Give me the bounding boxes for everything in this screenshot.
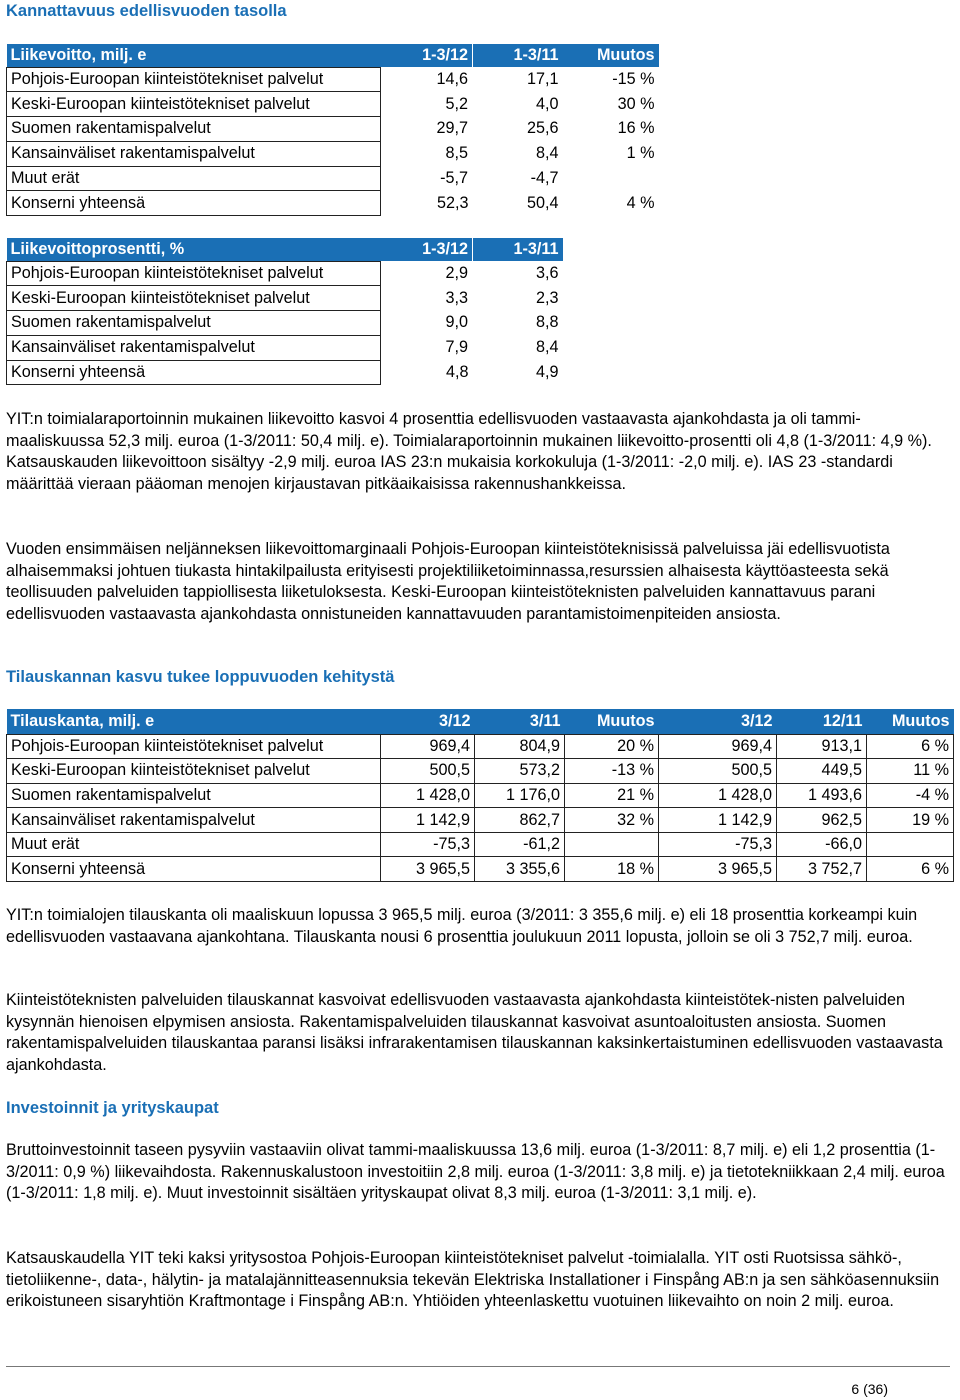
table-row <box>7 191 659 216</box>
order-header-label: Tilauskanta, milj. e <box>7 709 381 734</box>
cell-value: 4 % <box>626 193 655 212</box>
order-table-header <box>7 709 954 734</box>
table-row <box>7 335 563 360</box>
row-label: Kansainväliset rakentamispalvelut <box>7 808 381 833</box>
table-row <box>7 166 659 191</box>
cell-value <box>565 832 659 857</box>
cell-value: -4 % <box>867 783 954 808</box>
cell-value: 50,4 <box>526 193 559 212</box>
cell-value: 8,4 <box>535 338 559 357</box>
cell-value: 969,4 <box>381 734 475 759</box>
cell-value: 16 % <box>617 119 655 138</box>
cell-value: -75,3 <box>381 832 475 857</box>
profit-table-header <box>7 44 659 67</box>
table-row <box>7 92 659 117</box>
cell-value: 573,2 <box>475 759 565 784</box>
profit-table <box>6 44 659 216</box>
cell-value: 4,9 <box>535 363 559 382</box>
cell-value: 17,1 <box>526 69 559 88</box>
cell-value: -4,7 <box>530 169 559 188</box>
paragraph-order-book-summary: YIT:n toimialojen tilauskanta oli maaliskuun lopussa 3 965,5 milj. euroa (3/2011: 3 355,6 milj. e) eli 18 prosenttia korkeampi kuin edellisvuoden vastaavana ajankohtana. Tilauskanta nousi 6 prosenttia joulukuun 2011 lopusta, jolloin se oli 3 752,7 milj. euroa. <box>6 906 918 946</box>
cell-value: 7,9 <box>445 338 468 357</box>
cell-value: 2,3 <box>535 288 559 307</box>
cell-value: 3 752,7 <box>777 857 867 882</box>
cell-value: -15 % <box>612 69 655 88</box>
table-row <box>7 67 659 92</box>
cell-value: 21 % <box>565 783 659 808</box>
cell-value: 1 428,0 <box>659 783 777 808</box>
cell-value: 6 % <box>867 734 954 759</box>
cell-value: 862,7 <box>475 808 565 833</box>
cell-value: -66,0 <box>777 832 867 857</box>
cell-value: 804,9 <box>475 734 565 759</box>
row-label: Konserni yhteensä <box>7 360 381 385</box>
section-heading-order-book: Tilauskannan kasvu tukee loppuvuoden kehitystä <box>6 668 395 686</box>
row-label: Keski-Euroopan kiinteistötekniset palvelut <box>7 759 381 784</box>
cell-value <box>867 832 954 857</box>
cell-value: 1 % <box>626 144 655 163</box>
cell-value: -61,2 <box>475 832 565 857</box>
table-row <box>7 311 563 336</box>
cell-value: 2,9 <box>445 263 468 282</box>
cell-value: 913,1 <box>777 734 867 759</box>
table-row <box>7 360 563 385</box>
cell-value: 20 % <box>565 734 659 759</box>
cell-value: 500,5 <box>381 759 475 784</box>
cell-value: 1 428,0 <box>381 783 475 808</box>
row-label: Keski-Euroopan kiinteistötekniset palvelut <box>7 286 381 311</box>
profit-header-col: 1-3/12 <box>381 44 473 67</box>
paragraph-margin-details: Vuoden ensimmäisen neljänneksen liikevoittomarginaali Pohjois-Euroopan kiinteistöteknisissä palveluissa jäi edellisvuotista alhaisemmaksi johtuen tiukasta hintakilpailusta erityisesti projektiliiketoiminnassa,resurssien alhaisesta käyttöasteesta sekä teollisuuden palveluiden tappiollisesta liiketuloksesta. Keski-Euroopan kiinteistöteknisten palveluiden kannattavuus parani edellisvuoden vastaavasta ajankohdasta onnistuneiden kannattavuuden parantamistoimenpiteiden ansiosta. <box>6 540 890 623</box>
table-row <box>7 832 954 857</box>
order-header-col: 3/12 <box>659 709 777 734</box>
page-number: 6 (36) <box>851 1381 888 1397</box>
order-book-table <box>6 709 954 882</box>
margin-table <box>6 238 563 385</box>
table-row <box>7 857 954 882</box>
cell-value <box>563 166 659 191</box>
row-label: Konserni yhteensä <box>7 857 381 882</box>
cell-value: 19 % <box>867 808 954 833</box>
cell-value: 6 % <box>867 857 954 882</box>
profit-header-col: 1-3/11 <box>473 44 563 67</box>
order-header-col: 3/11 <box>475 709 565 734</box>
section-heading-profitability: Kannattavuus edellisvuoden tasolla <box>6 2 287 20</box>
paragraph-profit-summary: YIT:n toimialaraportoinnin mukainen liikevoitto kasvoi 4 prosenttia edellisvuoden vastaavasta ajankohdasta ja oli tammi-maaliskuussa 52,3 milj. euroa (1-3/2011: 50,4 milj. e). Toimialaraportoinnin mukainen liikevoitto-prosentti oli 4,8 (1-3/2011: 4,9 %). Katsauskauden liikevoittoon sisältyy -2,9 milj. euroa IAS 23:n mukaisia korkokuluja (1-3/2011: -2,0 milj. e). IAS 23 -standardi määrittää vieraan pääoman menojen kirjaustavan pitkäaikaisissa rakennushankkeissa. <box>6 410 932 493</box>
cell-value: 4,8 <box>445 363 469 382</box>
cell-value: 32 % <box>565 808 659 833</box>
cell-value: 3 965,5 <box>381 857 475 882</box>
cell-value: 8,8 <box>535 313 559 332</box>
margin-table-header <box>7 238 563 261</box>
table-row <box>7 117 659 142</box>
cell-value: 8,5 <box>445 144 468 163</box>
cell-value: 500,5 <box>659 759 777 784</box>
cell-value: 1 142,9 <box>659 808 777 833</box>
cell-value: 8,4 <box>535 144 559 163</box>
footer-divider <box>6 1366 950 1367</box>
cell-value: 3,3 <box>445 288 468 307</box>
order-header-col: 3/12 <box>381 709 475 734</box>
cell-value: -13 % <box>565 759 659 784</box>
row-label: Konserni yhteensä <box>7 191 381 216</box>
cell-value: 3 965,5 <box>659 857 777 882</box>
row-label: Muut erät <box>7 832 381 857</box>
cell-value: 449,5 <box>777 759 867 784</box>
row-label: Suomen rakentamispalvelut <box>7 117 381 142</box>
cell-value: 29,7 <box>436 119 468 138</box>
section-heading-investments: Investoinnit ja yrityskaupat <box>6 1099 219 1117</box>
table-row <box>7 261 563 286</box>
margin-header-label: Liikevoittoprosentti, % <box>7 238 381 261</box>
table-row <box>7 141 659 166</box>
cell-value: 14,6 <box>436 69 468 88</box>
cell-value: -75,3 <box>659 832 777 857</box>
paragraph-investments: Bruttoinvestoinnit taseen pysyviin vastaaviin olivat tammi-maaliskuussa 13,6 milj. euroa (1-3/2011: 8,7 milj. e) eli 1,2 prosenttia (1-3/2011: 0,9 %) liikevaihdosta. Rakennuskalustoon investoitiin 2,8 milj. euroa (1-3/2011: 3,8 milj. e) ja tietotekniikkaan 2,4 milj. euroa (1-3/2011: 1,8 milj. e). Muut investoinnit sisältäen yrityskaupat olivat 8,3 milj. euroa (1-3/2011: 3,1 milj. e). <box>6 1141 945 1203</box>
row-label: Keski-Euroopan kiinteistötekniset palvelut <box>7 92 381 117</box>
table-row <box>7 783 954 808</box>
margin-header-col: 1-3/11 <box>473 238 563 261</box>
cell-value: 962,5 <box>777 808 867 833</box>
row-label: Pohjois-Euroopan kiinteistötekniset palvelut <box>7 261 381 286</box>
profit-header-label: Liikevoitto, milj. e <box>7 44 381 67</box>
cell-value: 5,2 <box>445 94 468 113</box>
table-row <box>7 734 954 759</box>
cell-value: 3 355,6 <box>475 857 565 882</box>
cell-value: 3,6 <box>535 263 559 282</box>
table-row <box>7 759 954 784</box>
cell-value: 1 142,9 <box>381 808 475 833</box>
order-header-col: Muutos <box>867 709 954 734</box>
row-label: Kansainväliset rakentamispalvelut <box>7 141 381 166</box>
row-label: Suomen rakentamispalvelut <box>7 783 381 808</box>
cell-value: 9,0 <box>445 313 468 332</box>
profit-header-col: Muutos <box>563 44 659 67</box>
cell-value: 969,4 <box>659 734 777 759</box>
cell-value: 18 % <box>565 857 659 882</box>
cell-value: 30 % <box>617 94 655 113</box>
margin-header-col: 1-3/12 <box>381 238 473 261</box>
row-label: Muut erät <box>7 166 381 191</box>
cell-value: -5,7 <box>440 169 468 188</box>
row-label: Suomen rakentamispalvelut <box>7 311 381 336</box>
paragraph-acquisitions: Katsauskaudella YIT teki kaksi yritysostoa Pohjois-Euroopan kiinteistötekniset palvelut -toimialalla. YIT osti Ruotsissa sähkö-, tietoliikenne-, data-, hälytin- ja matalajännitteasennuksia tekevän Elektriska Installationer i Finspång AB:n ja sen sähköasennuksiin erikoistuneen sisaryhtiön Kraftmontage i Finspång AB:n. Yhtiöiden yhteenlaskettu vuotuinen liikevaihto on noin 2 milj. euroa. <box>6 1249 940 1311</box>
cell-value: 1 176,0 <box>475 783 565 808</box>
row-label: Kansainväliset rakentamispalvelut <box>7 335 381 360</box>
order-header-col: 12/11 <box>777 709 867 734</box>
table-row <box>7 286 563 311</box>
cell-value: 25,6 <box>526 119 559 138</box>
cell-value: 52,3 <box>436 193 469 212</box>
table-row <box>7 808 954 833</box>
cell-value: 11 % <box>867 759 954 784</box>
row-label: Pohjois-Euroopan kiinteistötekniset palvelut <box>7 67 381 92</box>
cell-value: 4,0 <box>535 94 559 113</box>
cell-value: 1 493,6 <box>777 783 867 808</box>
paragraph-order-book-details: Kiinteistöteknisten palveluiden tilauskannat kasvoivat edellisvuoden vastaavasta ajankohdasta kiinteistötek-nisten palveluiden kysynnän hienoisen elpymisen ansiosta. Rakentamispalveluiden tilauskannat kasvoivat asuntoaloitusten ansiosta. Suomen rakentamispalveluiden tilauskantaa paransi lisäksi infrarakentamisen tilauskannan kaksinkertaistuminen edellisvuoden vastaavasta ajankohdasta. <box>6 991 943 1074</box>
order-header-col: Muutos <box>565 709 659 734</box>
row-label: Pohjois-Euroopan kiinteistötekniset palvelut <box>7 734 381 759</box>
